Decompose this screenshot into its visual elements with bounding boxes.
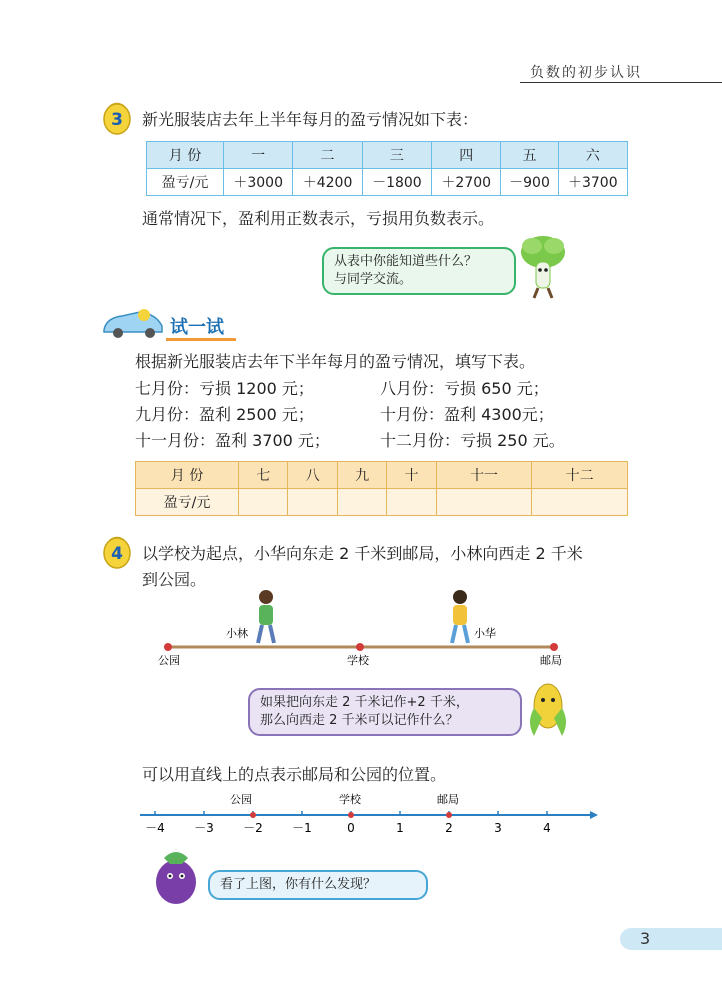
chapter-title: 负数的初步认识 <box>530 65 642 81</box>
example-4-badge <box>100 536 134 570</box>
table-row <box>147 169 628 196</box>
number-line-intro: 可以用直线上的点表示邮局和公园的位置。 <box>142 765 447 784</box>
answer-cell[interactable] <box>288 489 337 516</box>
example-4-intro: 以学校为起点，小华向东走 2 千米到邮局，小林向西走 2 千米 <box>142 544 583 563</box>
profit-cell: ＋3000 <box>224 169 293 196</box>
marked-point <box>446 812 452 818</box>
school-label: 学校 <box>347 654 369 667</box>
row-header-month: 月 份 <box>147 142 224 169</box>
trial-line: 九月份：盈利 2500 元； <box>135 405 314 424</box>
corn-mascot-icon <box>522 678 574 740</box>
month-cell: 二 <box>293 142 362 169</box>
school-point <box>356 643 364 651</box>
month-cell: 八 <box>288 462 337 489</box>
answer-cell[interactable] <box>387 489 436 516</box>
table-row <box>147 142 628 169</box>
tick-label: －2 <box>243 821 263 835</box>
trial-title-underline <box>166 338 236 341</box>
bubble-line: 如果把向东走 2 千米记作+2 千米， <box>260 695 469 710</box>
eggplant-mascot-icon <box>148 842 204 908</box>
tick-label: －4 <box>145 821 165 835</box>
trial-line: 十一月份：盈利 3700 元； <box>135 431 330 450</box>
month-cell: 十一 <box>436 462 532 489</box>
walking-scene <box>150 585 580 670</box>
trial-section-title: 试一试 <box>170 317 224 338</box>
tick-label: －1 <box>292 821 312 835</box>
trial-line: 八月份：亏损 650 元； <box>380 379 549 398</box>
table-row <box>136 489 628 516</box>
car-icon <box>100 304 166 340</box>
discussion-bubble <box>322 247 516 295</box>
month-cell: 一 <box>224 142 293 169</box>
tick-label: 2 <box>445 821 453 835</box>
tick-label: 3 <box>494 821 502 835</box>
answer-cell[interactable] <box>532 489 628 516</box>
month-cell: 十二 <box>532 462 628 489</box>
xiaohua-label: 小华 <box>474 627 496 640</box>
month-cell: 九 <box>337 462 386 489</box>
profit-cell: ＋3700 <box>558 169 627 196</box>
trial-table <box>135 461 628 516</box>
profit-cell: －900 <box>501 169 558 196</box>
page-number-tab <box>620 928 722 950</box>
tick-label: 1 <box>396 821 404 835</box>
month-cell: 七 <box>239 462 288 489</box>
marked-point <box>348 812 354 818</box>
park-label: 公园 <box>158 654 180 667</box>
month-cell: 六 <box>558 142 627 169</box>
profit-cell: ＋4200 <box>293 169 362 196</box>
number-line <box>135 788 600 836</box>
answer-cell[interactable] <box>337 489 386 516</box>
example-3-intro: 新光服装店去年上半年每月的盈亏情况如下表： <box>142 110 479 129</box>
tick-label: 0 <box>347 821 355 835</box>
xiaolin-figure-icon <box>258 590 274 643</box>
month-cell: 三 <box>362 142 431 169</box>
sign-convention-note: 通常情况下，盈利用正数表示，亏损用负数表示。 <box>142 209 495 228</box>
trial-intro: 根据新光服装店去年下半年每月的盈亏情况，填写下表。 <box>135 352 536 371</box>
trial-line: 七月份：亏损 1200 元； <box>135 379 314 398</box>
month-cell: 五 <box>501 142 558 169</box>
school-marker-label: 学校 <box>339 793 361 806</box>
bubble-line: 与同学交流。 <box>334 272 413 287</box>
xiaolin-label: 小林 <box>226 627 248 640</box>
bubble-line: 从表中你能知道些什么？ <box>334 254 478 269</box>
final-bubble <box>208 870 428 900</box>
post-office-label: 邮局 <box>540 654 562 667</box>
table-row <box>136 462 628 489</box>
profit-cell: －1800 <box>362 169 431 196</box>
arrow-right-icon <box>590 811 598 819</box>
xiaohua-figure-icon <box>452 590 468 643</box>
post-office-point <box>550 643 558 651</box>
bubble-line: 看了上图，你有什么发现？ <box>220 877 377 892</box>
park-point <box>164 643 172 651</box>
answer-cell[interactable] <box>436 489 532 516</box>
svg-text:3: 3 <box>111 110 123 130</box>
post-office-marker-label: 邮局 <box>437 793 459 806</box>
example-4-intro: 到公园。 <box>142 570 207 589</box>
month-cell: 十 <box>387 462 436 489</box>
month-cell: 四 <box>432 142 501 169</box>
svg-text:4: 4 <box>111 544 123 564</box>
park-marker-label: 公园 <box>230 793 252 806</box>
bubble-line: 那么向西走 2 千米可以记作什么？ <box>260 713 459 728</box>
profit-cell: ＋2700 <box>432 169 501 196</box>
tick-label: －3 <box>194 821 214 835</box>
question-bubble <box>248 688 522 736</box>
trial-line: 十月份：盈利 4300元； <box>380 405 554 424</box>
page-number: 3 <box>640 929 651 948</box>
answer-cell[interactable] <box>239 489 288 516</box>
row-header-profit: 盈亏/元 <box>136 489 239 516</box>
row-header-profit: 盈亏/元 <box>147 169 224 196</box>
header-rule <box>520 82 722 83</box>
cabbage-mascot-icon <box>512 232 574 300</box>
trial-line: 十二月份：亏损 250 元。 <box>380 431 565 450</box>
row-header-month: 月 份 <box>136 462 239 489</box>
example-3-table <box>146 141 628 196</box>
marked-point <box>250 812 256 818</box>
example-3-badge <box>100 102 134 136</box>
tick-label: 4 <box>543 821 551 835</box>
